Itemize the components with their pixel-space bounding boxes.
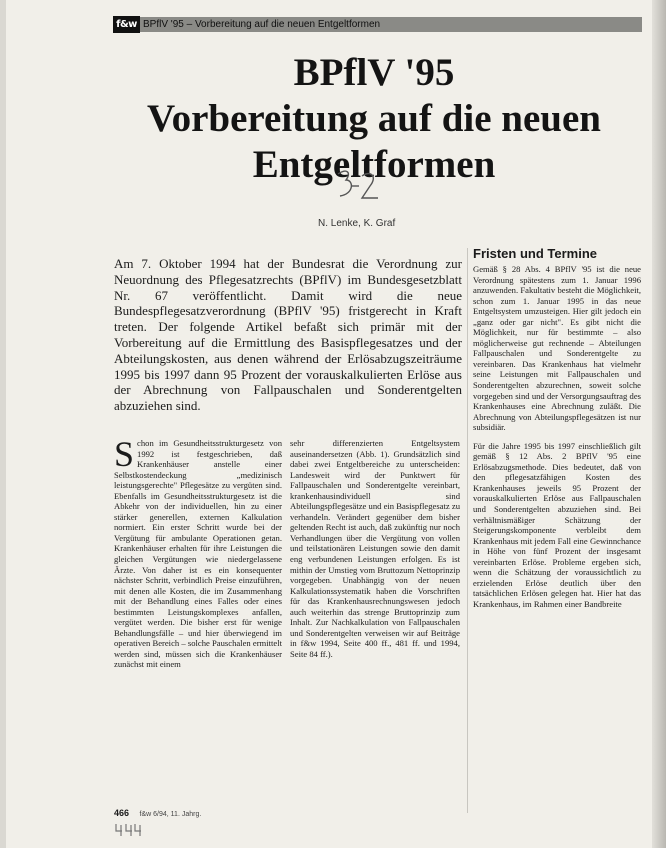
handwritten-note [332, 166, 382, 206]
title-line-1: BPflV '95 [293, 51, 455, 94]
authors: N. Lenke, K. Graf [318, 218, 396, 229]
column-divider [467, 248, 468, 813]
column-3-paragraph-1: Gemäß § 28 Abs. 4 BPflV '95 ist die neue Verordnung spätestens zum 1. Januar 1996 anzuwenden. Fakultativ besteht die Möglichkeit, schon zum 1. Januar 1995 in das neue Entgeltsystem umzusteigen. Hier gilt jedoch ein „ganz oder gar nicht". Es gibt nicht die Möglichkeit, nur für bestimmte – also möglicherweise gut rechnende – Abteilungen Fallpauschalen und Sonderentgelte zu vereinbaren. Das Krankenhaus hat vielmehr seine Leistungen mit Fallpauschalen und Sonderentgelten abzurechnen, soweit solche vorgegeben sind und der Versorgungsauftrag des Krankenhauses eine Abrechnung zuläßt. Die Abrechnung von Abteilungspflegesätzen ist nur subsidiär. [473, 264, 641, 433]
body-column-3 [473, 264, 641, 618]
drop-cap: S [114, 434, 135, 474]
lead-paragraph: Am 7. Oktober 1994 hat der Bundesrat die Verordnung zur Neuordnung des Pflegesatzrechts (BPflV) im Bundesgesetzblatt Nr. 67 veröffentlicht. Damit wird die neue Bundespflegesatzverordnung (BPflV '95) fristgerecht in Kraft treten. Der folgende Artikel befaßt sich primär mit der Vorbereitung auf die Ermittlung des Basispflegesatzes und der Abteilungskosten, aus denen während der Erlösabzugszeiträume 1995 bis 1997 dann 95 Prozent der vorauskalkulierten Erlöse aus der Abrechnung von Fallpauschalen und Sonderentgelten abzuziehen sind. [114, 256, 462, 414]
body-column-2: sehr differenzierten Entgeltsystem auseinandersetzen (Abb. 1). Grundsätzlich sind dabei zwei Entgeltbereiche zu unterscheiden: Landesweit wird der Punktwert für Fallpauschalen und Sonderentgelte vereinbart, krankenhausindividuell sind Abteilungspflegesätze und ein Basispflegesatz zu verhandeln. Verändert gegenüber dem bisher geltenden Recht ist auch, daß zukünftig nur noch Verhandlungen über die Vergütung von vollen und teilstationären Leistungen sowie den damit eng verbundenen Leistungen erfolgen. Es ist mithin der Umstieg vom Bruttozum Nettoprinzip vorgegeben. Unabhängig von der neuen Kalkulationssystematik haben die Vorschriften für das Krankenhausrechnungswesen jedoch auch weiterhin das strenge Bruttoprinzip zum Inhalt. Zur Nachkalkulation von Fallpauschalen und Sonderentgelten verweisen wir auf Beiträge in f&w 1994, Seite 400 ff., 481 ff. und 1994, Seite 84 ff.). [290, 438, 460, 659]
scan-edge-left [0, 0, 6, 848]
publication-info: f&w 6/94, 11. Jahrg. [139, 811, 202, 818]
page-number: 466 [114, 808, 130, 818]
journal-logo: f&w [113, 16, 140, 33]
running-header [113, 16, 643, 34]
running-title: BPflV '95 – Vorbereitung auf die neuen Entgeltformen [143, 19, 381, 30]
page-footer [114, 808, 201, 818]
scan-edge-right [652, 0, 666, 848]
section-heading: Fristen und Termine [473, 246, 597, 261]
title-line-2: Vorbereitung auf die neuen [147, 97, 601, 140]
handwritten-page-mark [114, 822, 144, 838]
body-column-1 [114, 434, 282, 670]
column-3-paragraph-2: Für die Jahre 1995 bis 1997 einschließlich gilt gemäß § 12 Abs. 2 BPflV '95 eine Erlösabzugsmethode. Dies bedeutet, daß von den pflegesatzfähigen Kosten des Krankenhauses jeweils 95 Prozent der vorauskalkulierten Erlöse aus Fallpauschalen und Sonderentgelten abzuziehen sind. Bei verhältnismäßiger Schätzung der Steigerungskomponente verbleibt dem Krankenhaus mit jedem Fall eine Gewinnchance in Höhe von fünf Prozent der insgesamt vereinbarten Erlöse. Probleme ergeben sich, wenn die Schätzung der voraussichtlich zu erzielenden Erlöse deutlich über den tatsächlichen Erlösen gelegen hat. Hier hat das Krankenhaus, im Rahmen einer Bandbreite [473, 440, 641, 609]
title-line-3: Entgeltformen [252, 143, 496, 186]
column-1-text: chon im Gesundheitsstrukturgesetz von 1992 ist festgeschrieben, daß Krankenhäuser anstelle einer Selbstkostendeckung „medizinisch leistungsgerechte" Pflegesätze zu vergüten sind. Ebenfalls im Gesundheitsstrukturgesetz ist die Abkehr von der individuellen, hin zu einer stärker generellen, externen Kalkulation normiert. Ein erster Schritt wurde bei der Vergütung für ambulante Operationen getan. Krankenhäuser erhalten für ihre Leistungen die gleichen Vergütungen wie niedergelassene Ärzte. Von daher ist es ein konsequenter nächster Schritt, verbindlich Preise einzuführen, mit denen alle Kosten, die im Zusammenhang mit der Behandlung eines Falles oder eines bestimmten Leistungskomplexes anfallen, vergütet werden. Die bisher erst für wenige Behandlungsfälle – und hier überwiegend im operativen Bereich – solche Pauschalen ermittelt werden sind, müssen sich die Krankenhäuser zunächst mit einem [114, 438, 282, 670]
